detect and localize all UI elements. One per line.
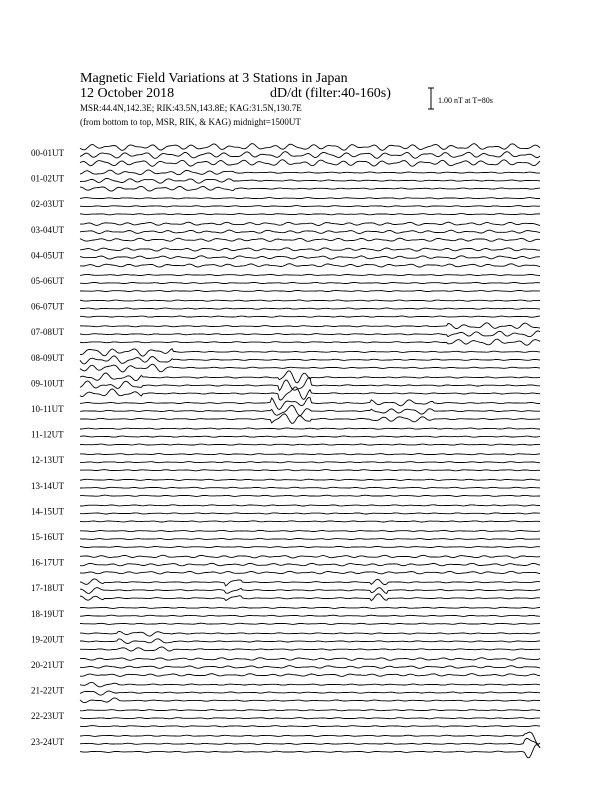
trace-rik (80, 256, 540, 259)
trace-msr (80, 371, 540, 383)
trace-kag (80, 290, 540, 291)
trace-msr (80, 248, 540, 251)
trace-rik (80, 378, 540, 391)
chart-title: Magnetic Field Variations at 3 Stations in Japan (80, 71, 348, 86)
trace-kag (80, 444, 540, 445)
trace-msr (80, 607, 540, 608)
trace-kag (80, 745, 540, 758)
trace-kag (80, 339, 540, 345)
trace-rik (80, 331, 540, 337)
hour-label: 16-17UT (31, 557, 64, 568)
trace-msr (80, 428, 540, 429)
trace-msr (80, 454, 540, 455)
trace-rik (80, 487, 540, 488)
trace-rik (80, 513, 540, 514)
trace-kag (80, 521, 540, 522)
date-label: 12 October 2018 (80, 86, 175, 101)
trace-kag (80, 316, 540, 317)
trace-msr (80, 632, 540, 637)
hour-label: 11-12UT (31, 429, 64, 440)
hour-label: 07-08UT (31, 327, 64, 338)
hour-label: 14-15UT (31, 506, 64, 517)
trace-kag (80, 495, 540, 496)
trace-msr (80, 349, 540, 357)
trace-rik (80, 462, 540, 463)
trace-kag (80, 264, 540, 267)
trace-msr (80, 144, 540, 151)
hour-label: 15-16UT (31, 532, 64, 542)
hour-label: 09-10UT (31, 378, 64, 389)
hour-label: 03-04UT (31, 224, 64, 235)
trace-rik (80, 206, 540, 207)
hour-label: 00-01UT (31, 148, 64, 158)
trace-msr (80, 658, 540, 661)
hour-label: 02-03UT (31, 199, 64, 210)
hour-label: 17-18UT (31, 583, 64, 594)
hour-label: 13-14UT (31, 480, 64, 491)
trace-rik (80, 538, 540, 539)
hour-label: 04-05UT (31, 250, 64, 261)
trace-msr (80, 579, 540, 586)
trace-rik (80, 718, 540, 719)
trace-msr (80, 222, 540, 225)
trace-rik (80, 563, 540, 566)
scale-bar-label: 1.00 nT at T=80s (438, 96, 493, 105)
trace-kag (80, 414, 540, 423)
hour-label: 06-07UT (31, 301, 64, 312)
trace-msr (80, 274, 540, 275)
trace-rik (80, 666, 540, 669)
trace-rik (80, 615, 540, 616)
trace-msr (80, 170, 540, 175)
trace-msr (80, 732, 540, 744)
trace-msr (80, 398, 540, 410)
trace-kag (80, 571, 540, 574)
trace-kag (80, 186, 540, 191)
hour-label: 12-13UT (31, 455, 64, 466)
trace-kag (80, 546, 540, 547)
hour-label: 08-09UT (31, 352, 64, 363)
hour-label: 23-24UT (31, 736, 64, 747)
hour-label: 20-21UT (31, 660, 64, 670)
trace-kag (80, 214, 540, 215)
trace-msr (80, 682, 540, 687)
hour-label: 19-20UT (31, 634, 64, 645)
trace-kag (80, 647, 540, 651)
hour-label: 10-11UT (31, 404, 64, 414)
hour-label: 05-06UT (31, 276, 64, 286)
trace-kag (80, 674, 540, 677)
trace-msr (80, 555, 540, 558)
trace-rik (80, 230, 540, 233)
trace-msr (80, 198, 540, 199)
trace-kag (80, 623, 540, 624)
trace-rik (80, 691, 540, 695)
trace-msr (80, 505, 540, 506)
trace-rik (80, 436, 540, 437)
trace-rik (80, 179, 540, 184)
trace-kag (80, 160, 540, 167)
trace-rik (80, 739, 540, 748)
trace-msr (80, 300, 540, 301)
hour-label: 22-23UT (31, 711, 64, 722)
station-order-note: (from bottom to top, MSR, RIK, & KAG) midnight=1500UT (80, 117, 301, 127)
trace-kag (80, 726, 540, 727)
trace-rik (80, 588, 540, 594)
trace-msr (80, 530, 540, 531)
trace-msr (80, 710, 540, 711)
trace-kag (80, 470, 540, 471)
trace-rik (80, 356, 540, 364)
trace-msr (80, 479, 540, 480)
trace-rik (80, 282, 540, 283)
trace-kag (80, 238, 540, 241)
trace-rik (80, 152, 540, 159)
trace-rik (80, 405, 540, 415)
hour-label: 18-19UT (31, 608, 64, 619)
trace-kag (80, 364, 540, 372)
trace-kag (80, 698, 540, 703)
hour-label: 21-22UT (31, 685, 64, 696)
component-label: dD/dt (filter:40-160s) (270, 86, 391, 101)
trace-msr (80, 323, 540, 329)
trace-rik (80, 308, 540, 309)
trace-kag (80, 594, 540, 601)
trace-rik (80, 639, 540, 644)
hour-label: 01-02UT (31, 173, 64, 184)
station-coordinates: MSR:44.4N,142.3E; RIK:43.5N,143.8E; KAG:31.5N,130.7E (80, 103, 302, 113)
